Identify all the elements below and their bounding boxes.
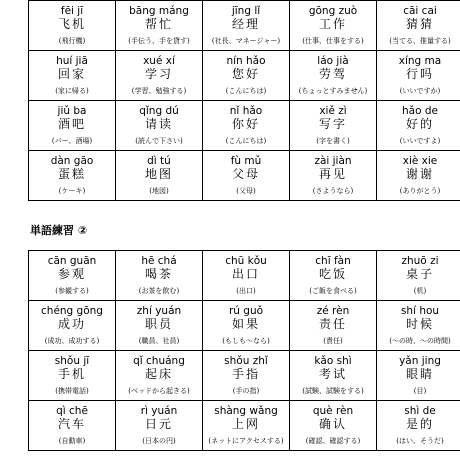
pinyin-text: fēi jī bbox=[60, 5, 84, 17]
meaning-text: (こんにちは) bbox=[225, 137, 267, 145]
meaning-text: (ベッドから起きる) bbox=[128, 387, 190, 395]
vocab-cell bbox=[29, 151, 116, 201]
vocab-cell bbox=[29, 251, 116, 301]
meaning-text: (読んで下さい) bbox=[135, 137, 183, 145]
meaning-text: (バー、酒場) bbox=[51, 137, 93, 145]
pinyin-text: shǒu zhǐ bbox=[224, 355, 268, 367]
pinyin-text: nín hǎo bbox=[226, 55, 266, 67]
meaning-text: (目) bbox=[413, 387, 427, 395]
pinyin-text: láo jià bbox=[317, 55, 349, 67]
meaning-text: (家に帰る) bbox=[55, 87, 89, 95]
hanzi-text: 你好 bbox=[231, 117, 260, 131]
meaning-text: (字を書く) bbox=[316, 137, 350, 145]
meaning-text: (もしも〜なら) bbox=[222, 337, 270, 345]
vocab-cell bbox=[290, 401, 377, 451]
hanzi-text: 地图 bbox=[144, 167, 173, 181]
pinyin-text: xiě zì bbox=[319, 105, 347, 117]
meaning-text: (机) bbox=[413, 287, 427, 295]
meaning-text: (成功、成功する) bbox=[44, 337, 100, 345]
vocab-table-1 bbox=[28, 0, 460, 201]
hanzi-text: 上网 bbox=[231, 417, 260, 431]
meaning-text: (ネットにアクセスする) bbox=[208, 437, 284, 445]
meaning-text: (参観する) bbox=[55, 287, 89, 295]
vocab-row bbox=[29, 401, 460, 451]
vocab-cell bbox=[203, 401, 290, 451]
vocab-cell bbox=[377, 1, 460, 51]
pinyin-text: zhí yuán bbox=[136, 305, 182, 317]
meaning-text: (いいですよ) bbox=[399, 137, 441, 145]
pinyin-text: rì yuán bbox=[140, 405, 178, 417]
vocab-row bbox=[29, 351, 460, 401]
vocab-cell bbox=[116, 301, 203, 351]
hanzi-text: 父母 bbox=[231, 167, 260, 181]
vocab-cell bbox=[290, 151, 377, 201]
pinyin-text: shàng wǎng bbox=[214, 405, 278, 417]
vocab-cell bbox=[29, 301, 116, 351]
vocab-cell bbox=[29, 1, 116, 51]
hanzi-text: 学习 bbox=[144, 67, 173, 81]
vocab-cell bbox=[377, 401, 460, 451]
pinyin-text: xíng ma bbox=[398, 55, 442, 67]
hanzi-text: 帮忙 bbox=[144, 17, 173, 31]
pinyin-text: jīng lǐ bbox=[231, 5, 261, 17]
vocab-cell bbox=[290, 351, 377, 401]
hanzi-text: 考试 bbox=[318, 367, 347, 381]
vocab-cell bbox=[377, 251, 460, 301]
hanzi-text: 请读 bbox=[144, 117, 173, 131]
hanzi-text: 经理 bbox=[231, 17, 260, 31]
meaning-text: (学習、勉強する) bbox=[131, 87, 187, 95]
meaning-text: (いいですか) bbox=[399, 87, 441, 95]
pinyin-text: qǐng dú bbox=[139, 105, 179, 117]
pinyin-text: zài jiàn bbox=[314, 155, 352, 167]
meaning-text: (お茶を飲む) bbox=[138, 287, 180, 295]
pinyin-text: kǎo shì bbox=[314, 355, 352, 367]
pinyin-text: zé rèn bbox=[316, 305, 350, 317]
vocab-cell bbox=[116, 151, 203, 201]
pinyin-text: gōng zuò bbox=[308, 5, 358, 17]
vocab-cell bbox=[290, 101, 377, 151]
vocab-cell bbox=[377, 351, 460, 401]
pinyin-text: bāng máng bbox=[129, 5, 189, 17]
meaning-text: (自動車) bbox=[58, 437, 86, 445]
vocab-row bbox=[29, 301, 460, 351]
meaning-text: (携帯電話) bbox=[55, 387, 89, 395]
hanzi-text: 出口 bbox=[231, 267, 260, 281]
hanzi-text: 吃饭 bbox=[318, 267, 347, 281]
meaning-text: (さようなら) bbox=[312, 187, 354, 195]
hanzi-text: 谢谢 bbox=[405, 167, 434, 181]
vocab-cell bbox=[116, 1, 203, 51]
vocab-cell bbox=[377, 101, 460, 151]
vocab-cell bbox=[377, 301, 460, 351]
hanzi-text: 行吗 bbox=[405, 67, 434, 81]
meaning-text: (はい、そうだ) bbox=[396, 437, 444, 445]
vocab-cell bbox=[29, 401, 116, 451]
vocab-cell bbox=[116, 101, 203, 151]
pinyin-text: chī fàn bbox=[315, 255, 351, 267]
vocab-cell bbox=[290, 51, 377, 101]
pinyin-text: hǎo de bbox=[402, 105, 438, 117]
pinyin-text: dì tú bbox=[147, 155, 171, 167]
hanzi-text: 好的 bbox=[405, 117, 434, 131]
meaning-text: (仕事、仕事をする) bbox=[302, 37, 364, 45]
hanzi-text: 写字 bbox=[318, 117, 347, 131]
vocab-row bbox=[29, 1, 460, 51]
meaning-text: (責任) bbox=[323, 337, 343, 345]
vocab-cell bbox=[203, 301, 290, 351]
vocab-cell bbox=[116, 351, 203, 401]
meaning-text: (社長、マネージャー) bbox=[211, 37, 281, 45]
meaning-text: (手の指) bbox=[232, 387, 260, 395]
vocab-cell bbox=[203, 151, 290, 201]
vocab-cell bbox=[377, 51, 460, 101]
hanzi-text: 起床 bbox=[144, 367, 173, 381]
pinyin-text: qǐ chuáng bbox=[133, 355, 185, 367]
vocab-cell bbox=[290, 1, 377, 51]
meaning-text: (ちょっとすみません) bbox=[298, 87, 368, 95]
hanzi-text: 手指 bbox=[231, 367, 260, 381]
pinyin-text: huí jiā bbox=[56, 55, 88, 67]
meaning-text: (〜の時、〜の時間) bbox=[389, 337, 451, 345]
section-heading-2: 単語練習 ② bbox=[30, 224, 88, 237]
pinyin-text: shǒu jī bbox=[54, 355, 90, 367]
meaning-text: (職員、社員) bbox=[138, 337, 180, 345]
hanzi-text: 您好 bbox=[231, 67, 260, 81]
meaning-text: (飛行機) bbox=[58, 37, 86, 45]
pinyin-text: cān guān bbox=[47, 255, 97, 267]
vocab-row bbox=[29, 251, 460, 301]
hanzi-text: 猜猜 bbox=[405, 17, 434, 31]
hanzi-text: 桌子 bbox=[405, 267, 434, 281]
meaning-text: (手伝う、手を貸す) bbox=[128, 37, 190, 45]
hanzi-text: 手机 bbox=[57, 367, 86, 381]
pinyin-text: jiǔ ba bbox=[57, 105, 87, 117]
vocab-cell bbox=[290, 251, 377, 301]
hanzi-text: 酒吧 bbox=[57, 117, 86, 131]
hanzi-text: 回家 bbox=[57, 67, 86, 81]
vocab-cell bbox=[203, 51, 290, 101]
vocab-cell bbox=[203, 101, 290, 151]
pinyin-text: cāi cai bbox=[403, 5, 437, 17]
meaning-text: (出口) bbox=[236, 287, 256, 295]
meaning-text: (父母) bbox=[236, 187, 256, 195]
pinyin-text: chéng gōng bbox=[41, 305, 103, 317]
vocab-table-2 bbox=[28, 250, 460, 451]
hanzi-text: 再见 bbox=[318, 167, 347, 181]
meaning-text: (ご飯を食べる) bbox=[309, 287, 357, 295]
pinyin-text: xiè xie bbox=[402, 155, 438, 167]
pinyin-text: dàn gāo bbox=[50, 155, 94, 167]
pinyin-text: xué xí bbox=[143, 55, 175, 67]
pinyin-text: yǎn jing bbox=[399, 355, 441, 367]
vocab-cell bbox=[116, 51, 203, 101]
hanzi-text: 时候 bbox=[405, 317, 434, 331]
pinyin-text: rú guǒ bbox=[228, 305, 264, 317]
meaning-text: (ありがとう) bbox=[399, 187, 441, 195]
hanzi-text: 成功 bbox=[57, 317, 86, 331]
vocab-row bbox=[29, 151, 460, 201]
meaning-text: (地図) bbox=[149, 187, 169, 195]
hanzi-text: 喝茶 bbox=[144, 267, 173, 281]
vocab-cell bbox=[290, 301, 377, 351]
meaning-text: (こんにちは) bbox=[225, 87, 267, 95]
vocab-row bbox=[29, 101, 460, 151]
meaning-text: (当てる、推量する) bbox=[389, 37, 451, 45]
hanzi-text: 责任 bbox=[318, 317, 347, 331]
hanzi-text: 劳驾 bbox=[318, 67, 347, 81]
hanzi-text: 飞机 bbox=[57, 17, 86, 31]
vocab-cell bbox=[29, 351, 116, 401]
hanzi-text: 职员 bbox=[144, 317, 173, 331]
hanzi-text: 眼睛 bbox=[405, 367, 434, 381]
meaning-text: (確認、確認する) bbox=[305, 437, 361, 445]
hanzi-text: 如果 bbox=[231, 317, 260, 331]
vocab-cell bbox=[377, 151, 460, 201]
pinyin-text: què rèn bbox=[312, 405, 354, 417]
hanzi-text: 是的 bbox=[405, 417, 434, 431]
meaning-text: (試験、試験をする) bbox=[302, 387, 364, 395]
pinyin-text: qì chē bbox=[56, 405, 88, 417]
vocab-cell bbox=[203, 351, 290, 401]
pinyin-text: fù mǔ bbox=[230, 155, 262, 167]
meaning-text: (日本の円) bbox=[142, 437, 176, 445]
pinyin-text: zhuō zi bbox=[401, 255, 439, 267]
pinyin-text: hē chá bbox=[141, 255, 177, 267]
vocab-cell bbox=[29, 101, 116, 151]
meaning-text: (ケーキ) bbox=[58, 187, 86, 195]
pinyin-text: shì de bbox=[404, 405, 436, 417]
vocab-cell bbox=[29, 51, 116, 101]
pinyin-text: chū kǒu bbox=[225, 255, 267, 267]
hanzi-text: 日元 bbox=[144, 417, 173, 431]
hanzi-text: 汽车 bbox=[57, 417, 86, 431]
vocab-cell bbox=[203, 1, 290, 51]
vocab-cell bbox=[203, 251, 290, 301]
hanzi-text: 工作 bbox=[318, 17, 347, 31]
pinyin-text: shí hou bbox=[400, 305, 440, 317]
hanzi-text: 确认 bbox=[318, 417, 347, 431]
vocab-cell bbox=[116, 251, 203, 301]
vocab-row bbox=[29, 51, 460, 101]
vocab-cell bbox=[116, 401, 203, 451]
hanzi-text: 参观 bbox=[57, 267, 86, 281]
hanzi-text: 蛋糕 bbox=[57, 167, 86, 181]
pinyin-text: nǐ hǎo bbox=[229, 105, 263, 117]
